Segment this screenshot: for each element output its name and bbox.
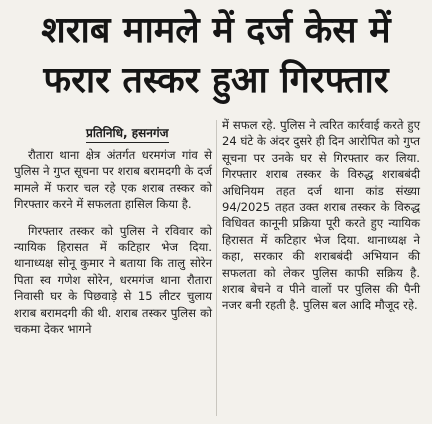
paragraph: गिरफ्तार तस्कर को पुलिस ने रविवार को न्यायिक हिरासत में कटिहार भेज दिया. थानाध्यक्ष सोनू कुमार ने बताया कि तालु सोरेन पिता स्व गणेश सोरेन, धरमगंज थाना रौतारा निवासी घर के पिछवाड़े से 15 लीटर चुलाय शराब बरामदगी की थी. शराब तस्कर पुलिस को चकमा देकर भागने xyxy=(14,223,212,337)
column-divider xyxy=(216,120,217,416)
paragraph: रौतारा थाना क्षेत्र अंतर्गत धरमगंज गांव से पुलिस ने गुप्त सूचना पर शराब बरामदगी के दर्ज मामले में फरार चल रहे एक शराब तस्कर को गिरफ्तार करने में सफलता हासिल किया है. xyxy=(14,148,212,212)
paragraph: में सफल रहे. पुलिस ने त्वरित कार्रवाई करते हुए 24 घंटे के अंदर दुसरे ही दिन आरोपित को गुप्त सूचना पर उनके घर से गिरफ्तार कर लिया. गिरफ्तार शराब तस्कर के विरुद्ध शराबबंदी अधिनियम तहत दर्ज थाना कांड संख्या 94/2025 तहत उक्त शराब तस्कर के विरुद्ध विधिवत कानूनी प्रक्रिया पूरी करते हुए न्यायिक हिरासत में कटिहार भेज दिया. थानाध्यक्ष ने कहा, सरकार की शराबबंदी अभियान की सफलता को लेकर पुलिस काफी सक्रिय है. शराब बेचने व पीने वालों पर पुलिस की पैनी नजर बनी रहती है. पुलिस बल आदि मौजूद रहे. xyxy=(222,118,420,313)
article-column-left xyxy=(14,147,212,337)
headline-line-2: फरार तस्कर हुआ गिरफ्तार xyxy=(43,60,389,101)
headline-line-1: शराब मामले में दर्ज केस में xyxy=(41,10,391,51)
byline: प्रतिनिधि, हसनगंज xyxy=(86,125,169,143)
article-column-right xyxy=(222,117,420,314)
